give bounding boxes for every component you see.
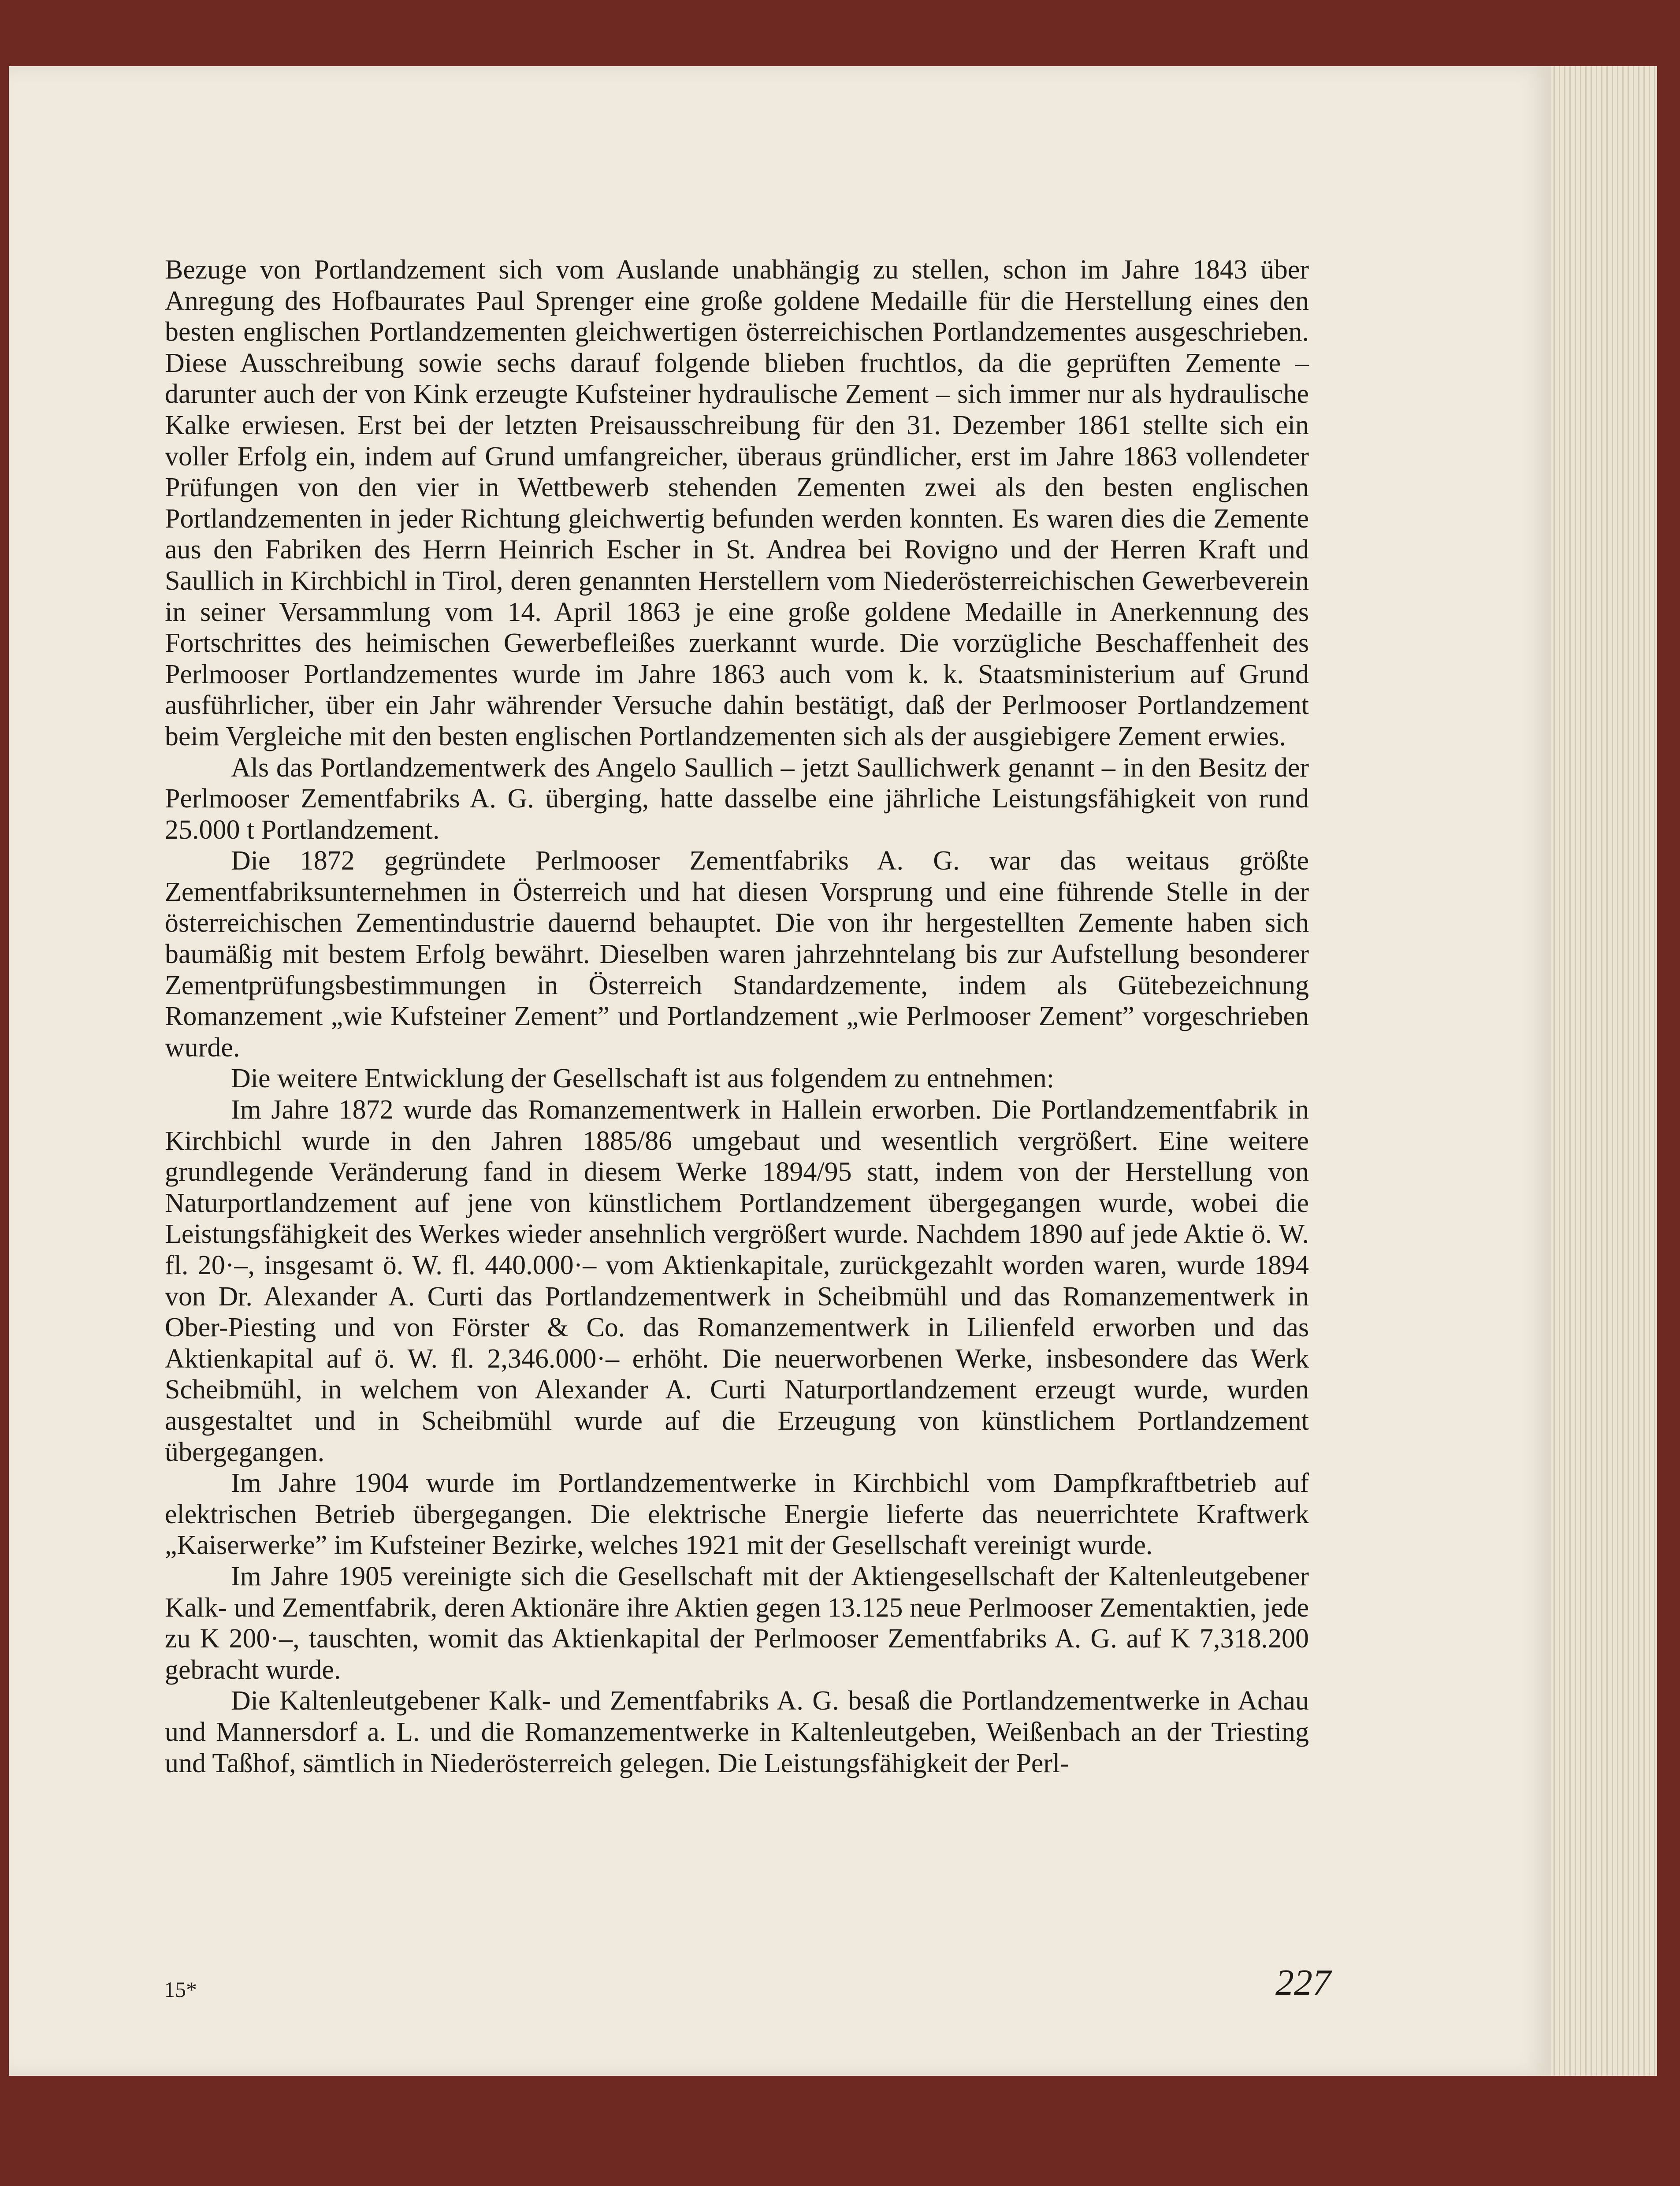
paragraph: Die weitere Entwicklung der Gesellschaft ist aus folgendem zu entnehmen: [231,1063,1054,1094]
book-page [9,66,1551,2076]
body-text [165,254,1309,1779]
paragraph: Im Jahre 1905 vereinigte sich die Gesellschaft mit der Aktiengesellschaft der Kaltenleutgebener Kalk- und Zementfabrik, deren Aktionäre ihre Aktien gegen 13.125 neue Perlmooser Zementaktien, jede zu K 200·–, tauschten, womit das Aktienkapital der Perlmooser Zementfabriks A. G. auf K 7,318.200 gebracht wurde. [165,1561,1309,1685]
page-edges [1534,66,1657,2076]
paragraph: Die 1872 gegründete Perlmooser Zementfabriks A. G. war das weitaus größte Zementfabriksunternehmen in Österreich und hat diesen Vorsprung und eine führende Stelle in der österreichischen Zementindustrie dauernd behauptet. Die von ihr hergestellten Zemente haben sich baumäßig mit bestem Erfolg bewährt. Dieselben waren jahrzehntelang bis zur Aufstellung besonderer Zementprüfungsbestimmungen in Österreich Standardzemente, indem als Gütebezeichnung Romanzement „wie Kufsteiner Zement” und Portlandzement „wie Perlmooser Zement” vorgeschrieben wurde. [165,846,1309,1063]
paragraph: Als das Portlandzementwerk des Angelo Saullich – jetzt Saullichwerk genannt – in den Besitz der Perlmooser Zementfabriks A. G. überging, hatte dasselbe eine jährliche Leistungsfähigkeit von rund 25.000 t Portlandzement. [165,752,1309,845]
paragraph: Im Jahre 1872 wurde das Romanzementwerk in Hallein erworben. Die Portlandzementfabrik in Kirchbichl wurde in den Jahren 1885/86 umgebaut und wesentlich vergrößert. Eine weitere grundlegende Veränderung fand in diesem Werke 1894/95 statt, indem von der Herstellung von Naturportlandzement auf jene von künstlichem Portlandzement übergegangen wurde, wobei die Leistungsfähigkeit des Werkes wieder ansehnlich vergrößert wurde. Nachdem 1890 auf jede Aktie ö. W. fl. 20·–, insgesamt ö. W. fl. 440.000·– vom Aktienkapitale, zurückgezahlt worden waren, wurde 1894 von Dr. Alexander A. Curti das Portlandzementwerk in Scheibmühl und das Romanzementwerk in Ober-Piesting und von Förster & Co. das Romanzementwerk in Lilienfeld erworben und das Aktienkapital auf ö. W. fl. 2,346.000·– erhöht. Die neuerworbenen Werke, insbesondere das Werk Scheibmühl, in welchem von Alexander A. Curti Naturportlandzement erzeugt wurde, wurden ausgestaltet und in Scheibmühl wurde auf die Erzeugung von künstlichem Portlandzement übergegangen. [165,1095,1309,1467]
paragraph: Die Kaltenleutgebener Kalk- und Zementfabriks A. G. besaß die Portlandzementwerke in Achau und Mannersdorf a. L. und die Romanzementwerke in Kaltenleutgeben, Weißenbach an der Triesting und Taßhof, sämtlich in Niederösterreich gelegen. Die Leistungsfähigkeit der Perl- [165,1686,1309,1778]
paragraph: Bezuge von Portlandzement sich vom Auslande unabhängig zu stellen, schon im Jahre 1843 über Anregung des Hofbaurates Paul Sprenger eine große goldene Medaille für die Herstellung eines den besten englischen Portlandzementen gleichwertigen österreichischen Portlandzementes ausgeschrieben. Diese Ausschreibung sowie sechs darauf folgende blieben fruchtlos, da die geprüften Zemente – darunter auch der von Kink erzeugte Kufsteiner hydraulische Zement – sich immer nur als hydraulische Kalke erwiesen. Erst bei der letzten Preisausschreibung für den 31. Dezember 1861 stellte sich ein voller Erfolg ein, indem auf Grund umfangreicher, überaus gründlicher, erst im Jahre 1863 vollendeter Prüfungen von den vier in Wettbewerb stehenden Zementen zwei als den besten englischen Portlandzementen in jeder Richtung gleichwertig befunden werden konnten. Es waren dies die Zemente aus den Fabriken des Herrn Heinrich Escher in St. Andrea bei Rovigno und der Herren Kraft und Saullich in Kirchbichl in Tirol, deren genannten Herstellern vom Niederösterreichischen Gewerbeverein in seiner Versammlung vom 14. April 1863 je eine große goldene Medaille in Anerkennung des Fortschrittes des heimischen Gewerbefleißes zuerkannt wurde. Die vorzügliche Beschaffenheit des Perlmooser Portlandzementes wurde im Jahre 1863 auch vom k. k. Staatsministerium auf Grund ausführlicher, über ein Jahr währender Versuche dahin bestätigt, daß der Perlmooser Portlandzement beim Vergleiche mit den besten englischen Portlandzementen sich als der ausgiebigere Zement erwies. [165,255,1309,751]
signature-mark: 15* [164,1977,197,2002]
paragraph: Im Jahre 1904 wurde im Portlandzementwerke in Kirchbichl vom Dampfkraftbetrieb auf elektrischen Betrieb übergegangen. Die elektrische Energie lieferte das neuerrichtete Kraftwerk „Kaiserwerke” im Kufsteiner Bezirke, welches 1921 mit der Gesellschaft vereinigt wurde. [165,1468,1309,1561]
page-number: 227 [1275,1962,1331,2003]
